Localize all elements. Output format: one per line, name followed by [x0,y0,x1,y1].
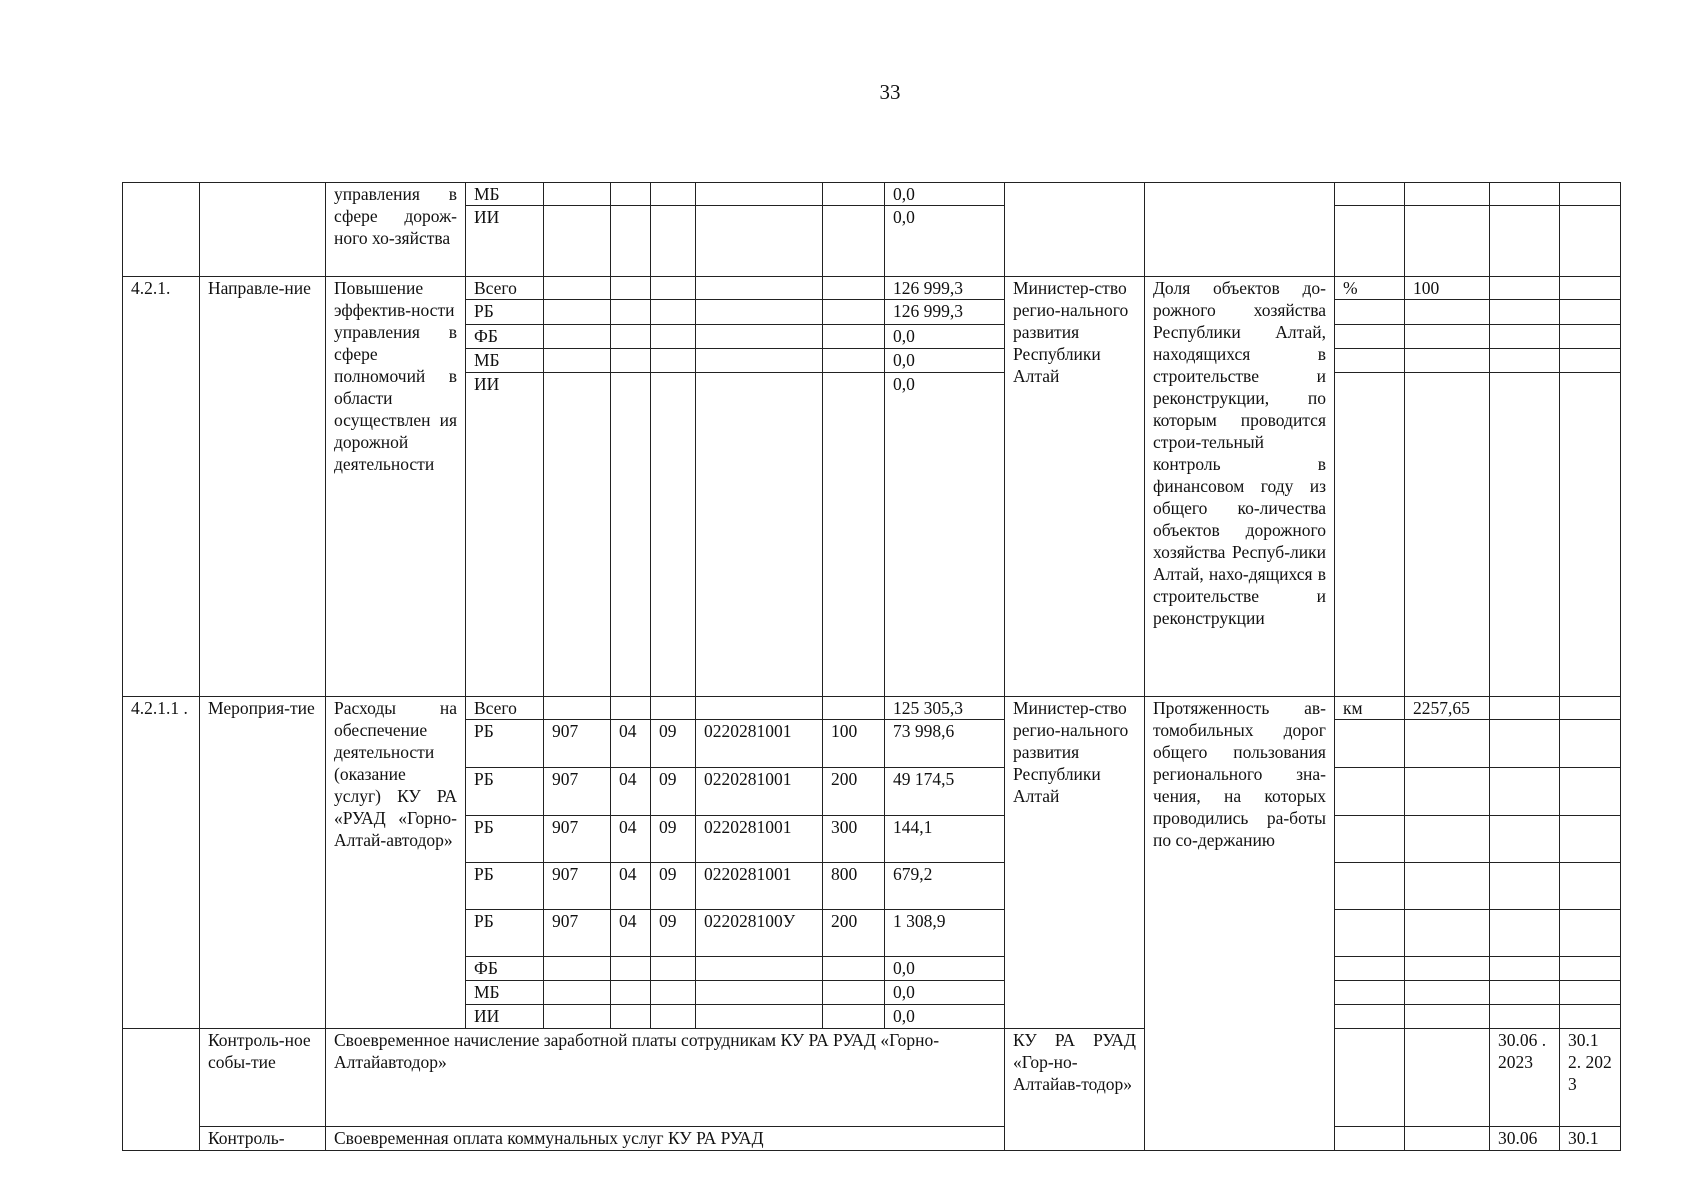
rz-cell: 04 [611,768,651,815]
source-cell: РБ [466,862,544,909]
source-cell: ИИ [466,1005,544,1029]
amount-cell: 0,0 [885,1005,1005,1029]
item-number: 4.2.1. [123,277,200,697]
rz-cell: 04 [611,815,651,862]
source-cell: ФБ [466,957,544,981]
pr-cell: 09 [651,862,696,909]
table-row [123,277,1621,300]
item-type: Мероприя-тие [200,697,326,1029]
amount-cell: 0,0 [885,206,1005,277]
source-cell: МБ [466,183,544,206]
cell-empty [123,183,200,277]
amount-cell: 0,0 [885,957,1005,981]
rz-cell: 04 [611,862,651,909]
source-cell: МБ [466,981,544,1005]
csr-cell: 0220281001 [696,720,823,768]
unit-cell: км [1335,697,1405,720]
pr-cell: 09 [651,720,696,768]
amount-cell: 0,0 [885,348,1005,372]
value-cell: 2257,65 [1405,697,1490,720]
source-cell: РБ [466,909,544,956]
source-cell: МБ [466,348,544,372]
rz-cell: 04 [611,909,651,956]
indicator-cell: Протяженность ав-томобильных дорог общего пользования регионального зна-чения, на которых проводились ра-боты по со-держанию [1145,697,1335,1151]
unit-cell: % [1335,277,1405,300]
amount-cell: 0,0 [885,981,1005,1005]
amount-cell: 0,0 [885,324,1005,348]
table-row [123,183,1621,206]
indicator-cell: Доля объектов до-рожного хозяйства Республики Алтай, находящихся в строительстве и реконструкции, по которым проводится строи-тельный контроль в финансовом году из общего ко-личества объектов дорожного хозяйства Респуб-лики Алтай, нахо-дящихся в строительстве и реконструкции [1145,277,1335,697]
table-row [123,1126,1621,1150]
event-text: Своевременное начисление заработной платы сотрудникам КУ РА РУАД «Горно-Алтайавтодор» [326,1029,1005,1126]
grbs-cell: 907 [544,862,611,909]
amount-cell: 126 999,3 [885,277,1005,300]
continuation-name: управления в сфере дорож-ного хо-зяйства [326,183,466,277]
item-number: 4.2.1.1 . [123,697,200,1029]
source-cell: Всего [466,277,544,300]
value-cell: 100 [1405,277,1490,300]
event-text: Своевременная оплата коммунальных услуг КУ РА РУАД [326,1126,1005,1150]
event-start: 30.06 [1490,1126,1560,1150]
cell-empty [200,183,326,277]
amount-cell: 49 174,5 [885,768,1005,815]
amount-cell: 144,1 [885,815,1005,862]
executor-cell: Министер-ство регио-нального развития Республики Алтай [1005,697,1145,1029]
amount-cell: 0,0 [885,372,1005,696]
grbs-cell: 907 [544,909,611,956]
amount-cell: 126 999,3 [885,300,1005,324]
csr-cell: 022028100У [696,909,823,956]
table-row [123,697,1621,720]
item-type: Направле-ние [200,277,326,697]
csr-cell: 0220281001 [696,815,823,862]
executor-cell: Министер-ство регио-нального развития Республики Алтай [1005,277,1145,697]
rz-cell: 04 [611,720,651,768]
item-name: Повышение эффектив-ности управления в сфере полномочий в области осуществлен ия дорожной деятельности [326,277,466,697]
event-executor: КУ РА РУАД «Гор-но-Алтайав-тодор» [1005,1029,1145,1151]
source-cell: РБ [466,300,544,324]
amount-cell: 679,2 [885,862,1005,909]
vr-cell: 800 [823,862,885,909]
page-number: 33 [879,80,901,104]
event-end: 30.1 2. 202 3 [1560,1029,1621,1126]
event-start: 30.06 . 2023 [1490,1029,1560,1126]
event-end: 30.1 [1560,1126,1621,1150]
item-name: Расходы на обеспечение деятельности (оказание услуг) КУ РА «РУАД «Горно-Алтай-автодор» [326,697,466,1029]
pr-cell: 09 [651,909,696,956]
vr-cell: 200 [823,909,885,956]
source-cell: Всего [466,697,544,720]
table-row [123,1029,1621,1126]
program-table [122,182,1621,1151]
csr-cell: 0220281001 [696,768,823,815]
source-cell: ФБ [466,324,544,348]
amount-cell: 73 998,6 [885,720,1005,768]
pr-cell: 09 [651,815,696,862]
event-type: Контроль- [200,1126,326,1150]
pr-cell: 09 [651,768,696,815]
vr-cell: 100 [823,720,885,768]
amount-cell: 0,0 [885,183,1005,206]
source-cell: ИИ [466,372,544,696]
amount-cell: 1 308,9 [885,909,1005,956]
event-type: Контроль-ное собы-тие [200,1029,326,1126]
grbs-cell: 907 [544,815,611,862]
grbs-cell: 907 [544,768,611,815]
grbs-cell: 907 [544,720,611,768]
source-cell: ИИ [466,206,544,277]
source-cell: РБ [466,768,544,815]
source-cell: РБ [466,720,544,768]
amount-cell: 125 305,3 [885,697,1005,720]
source-cell: РБ [466,815,544,862]
vr-cell: 300 [823,815,885,862]
vr-cell: 200 [823,768,885,815]
csr-cell: 0220281001 [696,862,823,909]
